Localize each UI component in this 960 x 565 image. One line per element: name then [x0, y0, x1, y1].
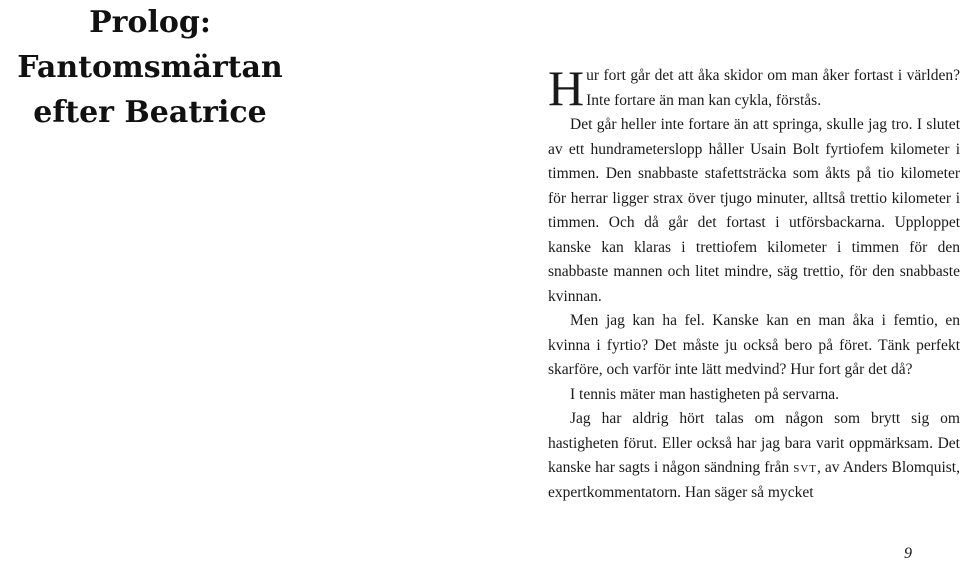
paragraph-3: Men jag kan ha fel. Kanske kan en man åka i femtio, en kvinna i fyrtio? Det måste ju också bero på föret. Tänk perfekt skarföre, och varför inte lätt medvind? Hur fort går det då? — [548, 312, 960, 378]
paragraph-5-abbrev: svt — [793, 459, 817, 476]
paragraph-5-text-a: Jag har aldrig hört talas om någon som brytt sig om hastigheten förut. Eller också har jag bara varit oppmärksam. Det kanske har sagts i någon sändning från — [548, 410, 960, 476]
paragraph-4: I tennis mäter man hastigheten på servarna. — [570, 385, 839, 403]
chapter-title-line-3: efter Beatrice — [33, 95, 267, 130]
chapter-title — [0, 0, 300, 135]
paragraph-2: Det går heller inte fortare än att springa, skulle jag tro. I slutet av ett hundrameterslopp håller Usain Bolt fyrtiofem kilometer i timmen. Den snabbaste stafettsträcka som åkts på tio kilometer för herrar ligger strax över tjugo minuter, alltså trettio kilometer i timmen. Och då går det fortast i utförsbackarna. Upploppet kanske kan klaras i trettiofem kilometer i timmen för den snabbaste mannen och litet mindre, säg trettio, för den snabbaste kvinnan. — [548, 116, 960, 305]
chapter-title-line-1: Prolog: — [89, 5, 211, 40]
drop-cap: H — [548, 60, 585, 116]
paragraph-1-text: ur fort går det att åka skidor om man åker fortast i världen? Inte fortare än man kan cykla, förstås. — [586, 67, 960, 109]
chapter-title-line-2: Fantomsmärtan — [17, 50, 283, 85]
body-text — [548, 60, 960, 505]
paragraph-5-text-b: , av Anders Blomquist, expertkommentatorn. Han säger så mycket — [548, 459, 960, 501]
paragraph-5 — [548, 407, 960, 505]
page-number: 9 — [904, 545, 912, 562]
paragraph-1 — [548, 60, 960, 116]
